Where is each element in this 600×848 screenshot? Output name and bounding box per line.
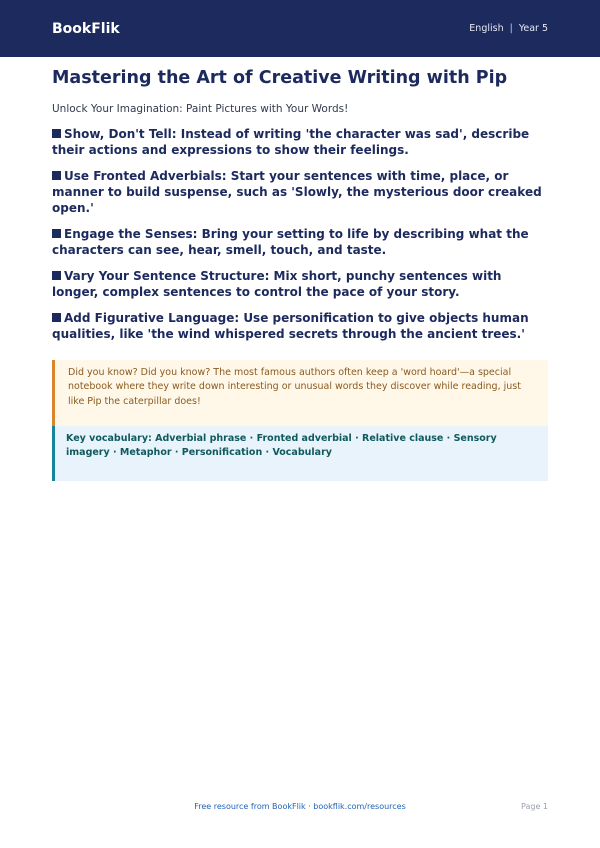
meta-separator: | bbox=[509, 23, 513, 34]
square-bullet-icon bbox=[52, 271, 61, 280]
page-title: Mastering the Art of Creative Writing with Pip bbox=[52, 68, 508, 88]
tip-text: Use Fronted Adverbials: Start your sentences with time, place, or manner to build suspense, such as 'Slowly, the mysterious door creaked open.' bbox=[52, 168, 542, 215]
page-header bbox=[0, 0, 600, 57]
subject-label: English bbox=[469, 23, 504, 34]
did-you-know-callout: Did you know? Did you know? The most famous authors often keep a 'word hoard'—a special notebook where they write down interesting or unusual words they discover while reading, just like Pip the caterpillar does! bbox=[52, 360, 548, 427]
square-bullet-icon bbox=[52, 313, 61, 322]
tip-item bbox=[52, 310, 548, 342]
tip-item bbox=[52, 268, 548, 300]
tip-item bbox=[52, 168, 548, 216]
footer-link[interactable]: Free resource from BookFlik · bookflik.com/resources bbox=[194, 802, 406, 811]
tip-text: Vary Your Sentence Structure: Mix short, punchy sentences with longer, complex sentences to control the pace of your story. bbox=[52, 268, 502, 299]
tip-text: Engage the Senses: Bring your setting to life by describing what the characters can see, hear, smell, touch, and taste. bbox=[52, 226, 529, 257]
square-bullet-icon bbox=[52, 129, 61, 138]
tip-text: Show, Don't Tell: Instead of writing 'the character was sad', describe their actions and expressions to show their feelings. bbox=[52, 126, 530, 157]
page-footer bbox=[52, 802, 548, 811]
header-meta bbox=[469, 23, 548, 34]
key-vocabulary-box: Key vocabulary: Adverbial phrase · Fronted adverbial · Relative clause · Sensory imagery · Metaphor · Personification · Vocabulary bbox=[52, 426, 548, 481]
page-number: Page 1 bbox=[521, 802, 548, 811]
year-label: Year 5 bbox=[518, 23, 548, 34]
square-bullet-icon bbox=[52, 229, 61, 238]
tip-item bbox=[52, 126, 548, 158]
main-content bbox=[0, 67, 600, 481]
brand-logo[interactable]: BookFlik bbox=[52, 20, 120, 37]
tip-text: Add Figurative Language: Use personification to give objects human qualities, like 'the wind whispered secrets through the ancient trees.' bbox=[52, 310, 529, 341]
square-bullet-icon bbox=[52, 171, 61, 180]
page-subtitle: Unlock Your Imagination: Paint Pictures with Your Words! bbox=[52, 102, 349, 115]
tips-list bbox=[52, 126, 548, 342]
tip-item bbox=[52, 226, 548, 258]
